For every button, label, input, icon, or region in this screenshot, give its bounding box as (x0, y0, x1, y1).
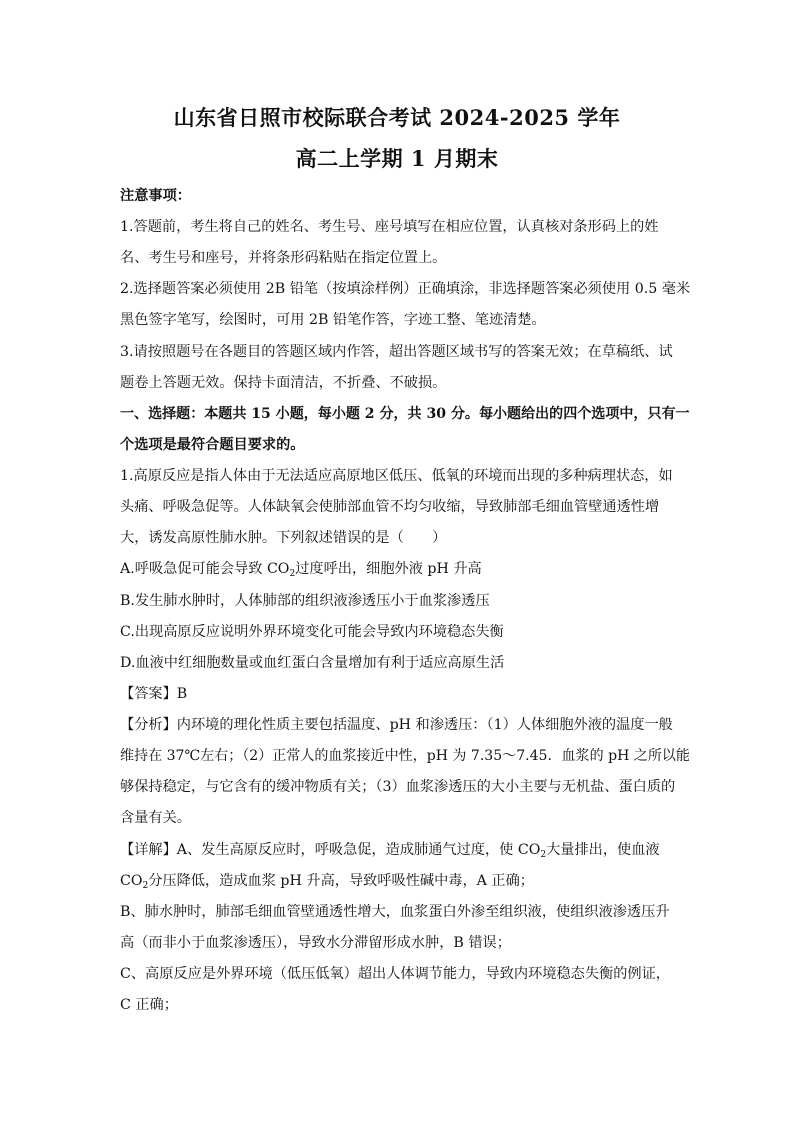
notice-item-1-cont: 名、考生号和座号，并将条形码粘贴在指定位置上。 (120, 250, 447, 266)
notice-item-2: 2.选择题答案必须使用 2B 铅笔（按填涂样例）正确填涂，非选择题答案必须使用 0.5 毫米 (120, 281, 691, 297)
analysis-line-4: 含量有关。 (120, 810, 191, 826)
analysis-line-2: 维持在 37℃左右；（2）正常人的血浆接近中性，pH 为 7.35～7.45．血浆的 pH 之所以能 (120, 748, 690, 764)
option-b: B.发生肺水肿时，人体肺部的组织液渗透压小于血浆渗透压 (120, 593, 490, 609)
question-stem-end: 大，诱发高原性肺水肿。下列叙述错误的是（ ） (120, 530, 447, 546)
option-d: D.血液中红细胞数量或血红蛋白含量增加有利于适应高原生活 (120, 655, 505, 671)
question-stem: 1.高原反应是指人体由于无法适应高原地区低压、低氧的环境而出现的多种病理状态，如 (120, 468, 673, 484)
notice-item-2-cont: 黑色签字笔写，绘图时，可用 2B 铅笔作答，字迹工整、笔迹清楚。 (120, 312, 546, 328)
question-stem-cont: 头痛、呼吸急促等。人体缺氧会使肺部血管不均匀收缩，导致肺部毛细血管壁通透性增 (120, 499, 660, 515)
analysis-paragraph: 【分析】内环境的理化性质主要包括温度、pH 和渗透压：（1）人体细胞外液的温度一般 (120, 717, 673, 733)
page-title: 山东省日照市校际联合考试 2024-2025 学年 (173, 105, 621, 130)
detail-a-line-2: $CO_2$分压降低，造成血浆 pH 升高，导致呼吸性碱中毒，A 正确； (120, 873, 534, 891)
section-heading-cont: 个选项是最符合题目要求的。 (120, 437, 305, 453)
notice-item-3: 3.请按照题号在各题目的答题区域内作答，超出答题区域书写的答案无效；在草稿纸、试 (120, 344, 673, 360)
detail-b-line-2: 高（而非小于血浆渗透压），导致水分滞留形成水肿，B 错误； (120, 935, 511, 951)
detail-c-line-2: C 正确； (120, 997, 178, 1013)
answer-line: 【答案】B (120, 686, 188, 702)
detail-label: 【详解】 (120, 842, 177, 858)
detail-c-line-1: C、高原反应是外界环境（低压低氧）超出人体调节能力，导致内环境稳态失衡的例证， (120, 966, 670, 982)
analysis-label: 【分析】 (120, 717, 177, 733)
detail-paragraph: 【详解】A、发生高原反应时，呼吸急促，造成肺通气过度，使 $CO_2$大量排出，使血液 (120, 842, 660, 860)
notice-item-3-cont: 题卷上答题无效。保持卡面清洁，不折叠、不破损。 (120, 375, 447, 391)
notice-item-1: 1.答题前，考生将自己的姓名、考生号、座号填写在相应位置，认真核对条形码上的姓 (120, 219, 659, 235)
page-subtitle: 高二上学期 1 月期末 (295, 146, 499, 171)
section-heading: 一、选择题：本题共 15 小题，每小题 2 分，共 30 分。每小题给出的四个选项中，只有一 (120, 406, 690, 422)
analysis-line-3: 够保持稳定，与它含有的缓冲物质有关；（3）血浆渗透压的大小主要与无机盐、蛋白质的 (120, 779, 676, 795)
option-c: C.出现高原反应说明外界环境变化可能会导致内环境稳态失衡 (120, 624, 504, 640)
notice-heading: 注意事项： (120, 188, 191, 204)
detail-b-line-1: B、肺水肿时，肺部毛细血管壁通透性增大，血浆蛋白外渗至组织液，使组织液渗透压升 (120, 904, 670, 920)
option-a: A.呼吸急促可能会导致 $CO_2$过度呼出，细胞外液 pH 升高 (120, 561, 482, 579)
